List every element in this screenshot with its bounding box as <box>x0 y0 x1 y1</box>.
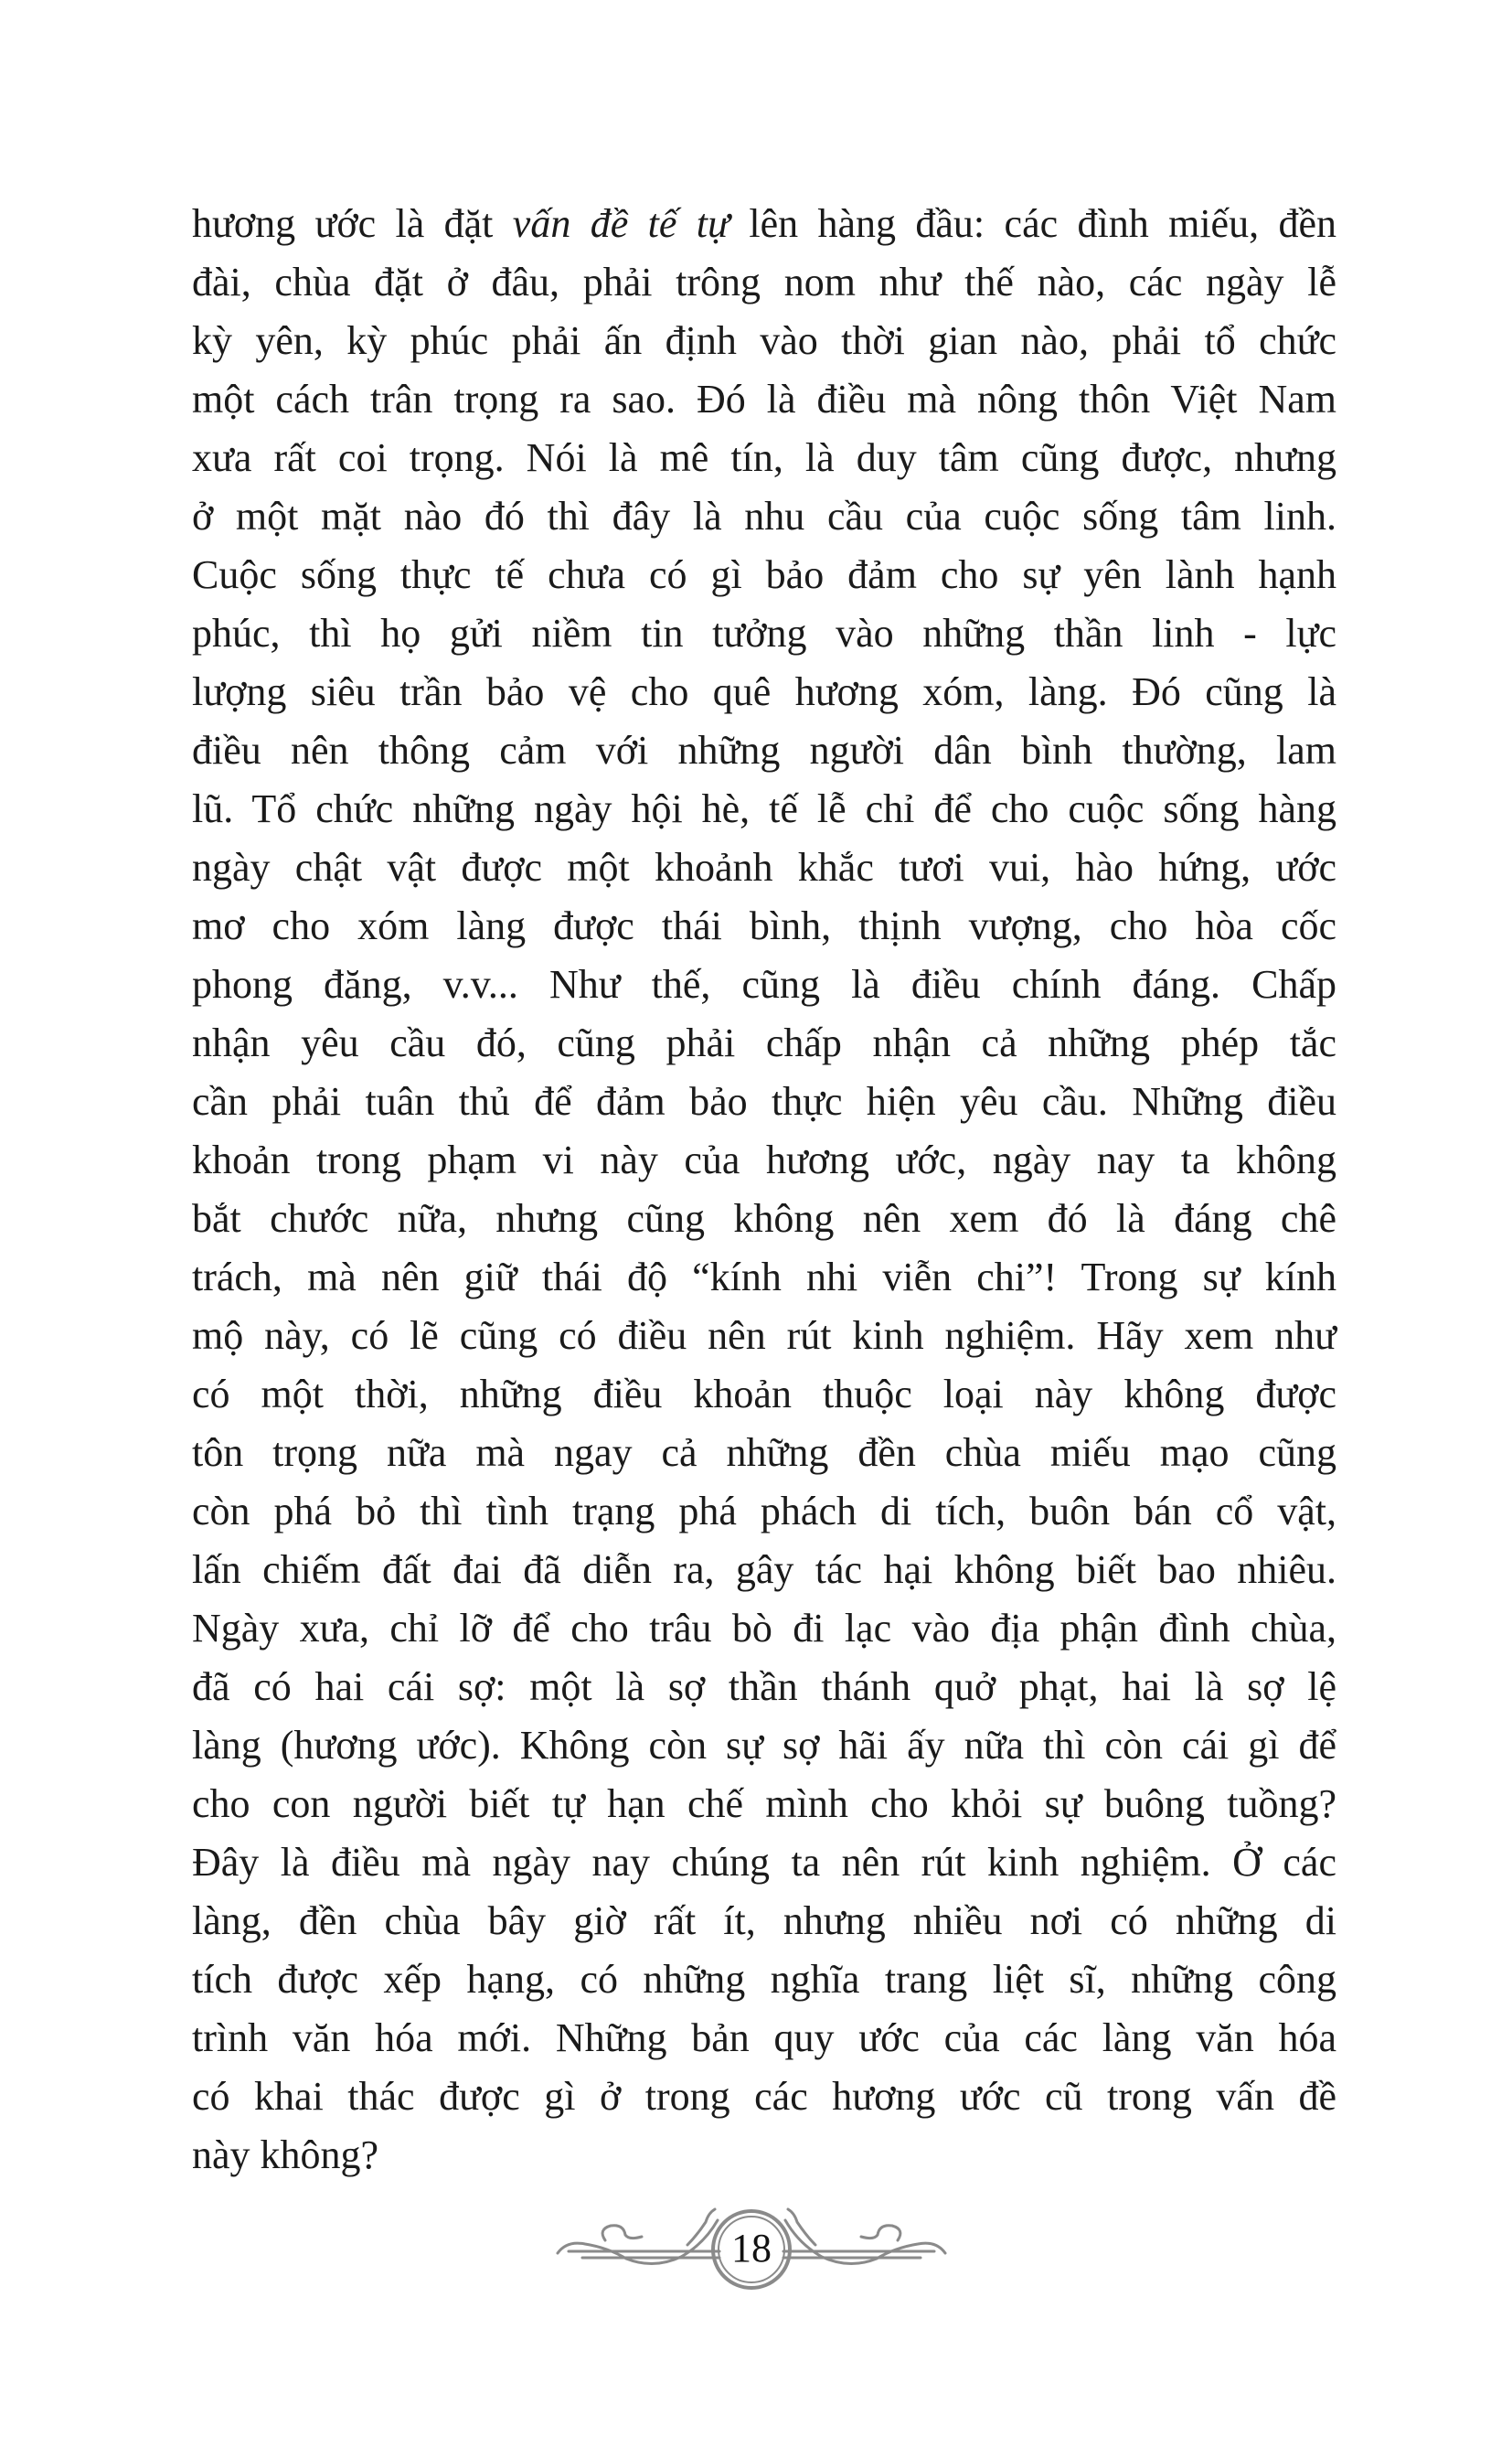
text-line: phong đăng, v.v... Như thế, cũng là điều chính đáng. Chấp <box>192 962 1336 1007</box>
text-line: nhận yêu cầu đó, cũng phải chấp nhận cả những phép tắc <box>192 1020 1336 1065</box>
text-line: kỳ yên, kỳ phúc phải ấn định vào thời gian nào, phải tổ chức <box>192 318 1336 363</box>
text-line: có một thời, những điều khoản thuộc loại này không được <box>192 1372 1336 1416</box>
text-line: khoản trong phạm vi này của hương ước, ngày nay ta không <box>192 1138 1336 1182</box>
text-line: trách, mà nên giữ thái độ “kính nhi viễn chi”! Trong sự kính <box>192 1255 1336 1299</box>
text-line: ở một mặt nào đó thì đây là nhu cầu của cuộc sống tâm linh. <box>192 494 1336 539</box>
text-line: làng, đền chùa bây giờ rất ít, nhưng nhiều nơi có những di <box>192 1898 1336 1943</box>
body-text <box>192 195 1336 2185</box>
text-line: một cách trân trọng ra sao. Đó là điều mà nông thôn Việt Nam <box>192 377 1336 422</box>
text-line: lượng siêu trần bảo vệ cho quê hương xóm, làng. Đó cũng là <box>192 669 1336 714</box>
italic-term: vấn đề tế tự <box>512 201 729 246</box>
text-line: mộ này, có lẽ cũng có điều nên rút kinh nghiệm. Hãy xem như <box>192 1313 1336 1358</box>
text-line: làng (hương ước). Không còn sự sợ hãi ấy nữa thì còn cái gì để <box>192 1723 1336 1768</box>
text-line: đài, chùa đặt ở đâu, phải trông nom như thế nào, các ngày lễ <box>192 260 1336 305</box>
text-line: lấn chiếm đất đai đã diễn ra, gây tác hại không biết bao nhiêu. <box>192 1547 1336 1592</box>
text-line: cần phải tuân thủ để đảm bảo thực hiện yêu cầu. Những điều <box>192 1079 1336 1124</box>
text-line: phúc, thì họ gửi niềm tin tưởng vào những thần linh - lực <box>192 611 1336 656</box>
text-line: Ngày xưa, chỉ lỡ để cho trâu bò đi lạc vào địa phận đình chùa, <box>192 1606 1336 1651</box>
text-line: cho con người biết tự hạn chế mình cho khỏi sự buông tuồng? <box>192 1781 1336 1826</box>
text-line <box>192 195 1336 253</box>
text-line: này không? <box>192 2132 379 2177</box>
text-line: Cuộc sống thực tế chưa có gì bảo đảm cho sự yên lành hạnh <box>192 552 1336 597</box>
text-line: tích được xếp hạng, có những nghĩa trang liệt sĩ, những công <box>192 1957 1336 2002</box>
text-line: có khai thác được gì ở trong các hương ước cũ trong vấn đề <box>192 2074 1336 2119</box>
text-line: còn phá bỏ thì tình trạng phá phách di tích, buôn bán cổ vật, <box>192 1489 1336 1533</box>
text-line: điều nên thông cảm với những người dân bình thường, lam <box>192 728 1336 773</box>
text-line: Đây là điều mà ngày nay chúng ta nên rút kinh nghiệm. Ở các <box>192 1840 1336 1885</box>
text-span: lên hàng đầu: các đình miếu, đền <box>729 201 1336 246</box>
text-line: lũ. Tổ chức những ngày hội hè, tế lễ chỉ để cho cuộc sống hàng <box>192 786 1336 831</box>
text-line: bắt chước nữa, nhưng cũng không nên xem đó là đáng chê <box>192 1196 1336 1241</box>
text-line: mơ cho xóm làng được thái bình, thịnh vượng, cho hòa cốc <box>192 903 1336 948</box>
text-line: xưa rất coi trọng. Nói là mê tín, là duy tâm cũng được, nhưng <box>192 435 1336 480</box>
text-line: đã có hai cái sợ: một là sợ thần thánh quở phạt, hai là sợ lệ <box>192 1664 1336 1709</box>
text-span: hương ước là đặt <box>192 201 513 246</box>
text-line: ngày chật vật được một khoảnh khắc tươi vui, hào hứng, ước <box>192 845 1336 890</box>
page-number: 18 <box>731 2226 772 2271</box>
text-line: tôn trọng nữa mà ngay cả những đền chùa miếu mạo cũng <box>192 1430 1336 1475</box>
text-line: trình văn hóa mới. Những bản quy ước của các làng văn hóa <box>192 2015 1336 2060</box>
